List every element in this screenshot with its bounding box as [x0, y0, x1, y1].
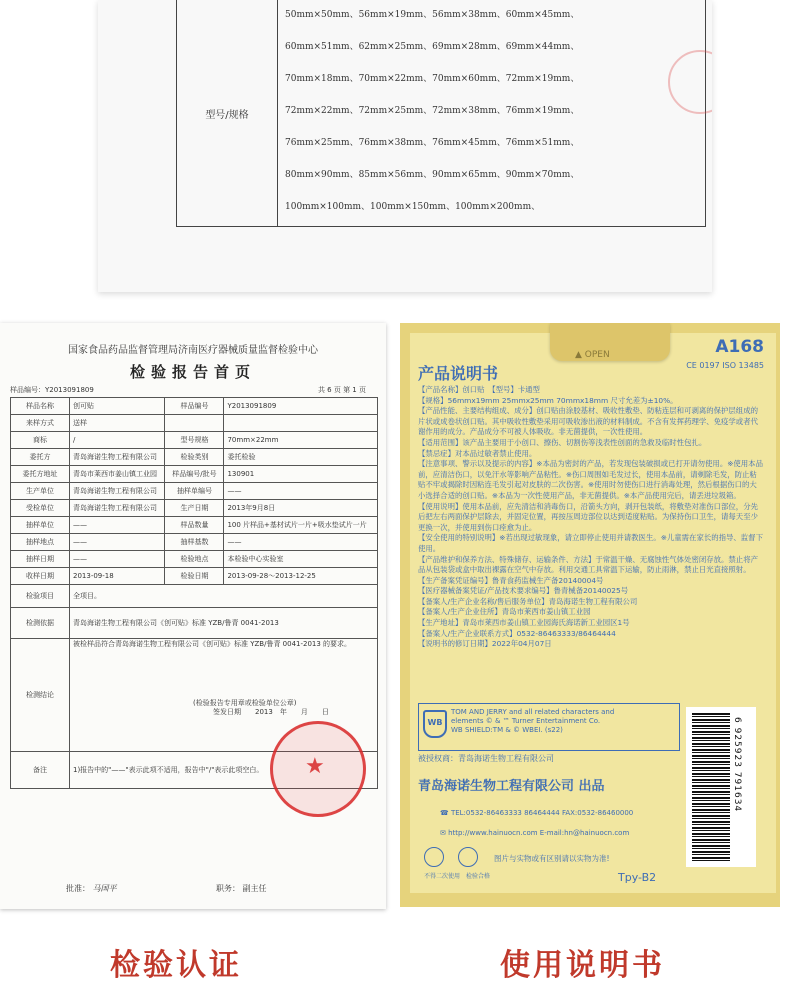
report-key: 抽样单编号: [165, 483, 224, 500]
tpy-code: Tpy-B2: [618, 871, 657, 884]
instruction-line: 【产品性能、主要结构组成、成分】创口贴由涂胶基材、吸收性敷垫、防粘连层和可剥离的保护层组成的片状或成卷状创口贴。其中吸收性敷垫采用可吸收渗出液的材料制成。不含有发挥药理学、免疫学或者代谢作用的成分。产品成分不可被人体吸收。非无菌提供，一次性使用。: [418, 406, 758, 437]
contact-info: [440, 803, 633, 843]
report-value: 130901: [224, 466, 378, 483]
report-title: 检验报告首页: [129, 363, 256, 381]
open-tab: [550, 323, 670, 361]
report-row: [11, 449, 378, 466]
report-row: [11, 398, 378, 415]
report-row: [11, 483, 378, 500]
report-value: 2013年9月8日: [224, 500, 378, 517]
report-row: [11, 585, 378, 608]
report-key: 样品名称: [11, 398, 70, 415]
report-value: Y2013091809: [224, 398, 378, 415]
approver-signature: 马国平: [92, 884, 117, 893]
report-value: 本检验中心实验室: [224, 551, 378, 568]
license-line: TOM AND JERRY and all related characters and: [451, 708, 615, 716]
qualified-label: 检验合格: [466, 873, 491, 880]
report-value: ——: [224, 483, 378, 500]
phone-line: ☎ TEL:0532-86463333 86464444 FAX:0532-86460000: [440, 809, 634, 817]
report-key: 备注: [11, 752, 70, 789]
instruction-line: 【产品名称】创口贴 【型号】卡通型: [418, 385, 540, 394]
report-row: [11, 534, 378, 551]
size-line: 50mm×50mm、56mm×19mm、56mm×38mm、60mm×45mm、: [285, 10, 580, 20]
license-line: WB SHIELD:TM & © WBEI. (s22): [451, 726, 563, 734]
web-line: ✉ http://www.hainuocn.com E-mail:hn@hainuocn.com: [440, 829, 630, 837]
report-value: ——: [224, 534, 378, 551]
web-icon: ✉: [440, 829, 449, 837]
size-line: 76mm×25mm、76mm×38mm、76mm×45mm、76mm×51mm、: [285, 138, 580, 148]
instruction-line: 【安全使用的特别说明】※若出现过敏现象，请立即停止使用并请教医生。※儿童需在家长的指导、监督下使用。: [418, 533, 763, 553]
no-reuse-icon: [424, 847, 444, 867]
report-value: 全项目。: [70, 585, 378, 608]
product-note: 图片与实物或有区别请以实物为准!: [494, 854, 610, 863]
report-key: 商标: [11, 432, 70, 449]
report-key: 来样方式: [11, 415, 70, 432]
report-key: 型号规格: [165, 432, 224, 449]
ce-mark: CE 0197 ISO 13485: [686, 361, 764, 370]
report-value: ——: [70, 517, 165, 534]
report-key: 受检单位: [11, 500, 70, 517]
approver-line: [66, 883, 117, 894]
report-key: 生产单位: [11, 483, 70, 500]
size-line: 80mm×90mm、85mm×56mm、90mm×65mm、90mm×70mm、: [285, 170, 580, 180]
licensed-by: 被授权商：青岛海诺生物工程有限公司: [418, 754, 554, 763]
title-line: [216, 883, 267, 894]
instruction-line: 【医疗器械备案凭证/产品技术要求编号】鲁青械备20140025号: [418, 586, 629, 596]
instruction-line: 【禁忌症】对本品过敏者禁止使用。: [418, 448, 537, 458]
report-value: ——: [70, 534, 165, 551]
conclusion-text: 被检样品符合青岛海诺生物工程有限公司《创可贴》标准 YZB/鲁青 0041-2013 的要求。: [73, 640, 352, 648]
instruction-text: [418, 385, 763, 650]
report-row: [11, 517, 378, 534]
size-line: 60mm×51mm、62mm×25mm、69mm×28mm、69mm×44mm、: [285, 42, 580, 52]
report-key: [165, 415, 224, 432]
report-value: 100 片样品+基材试片一片+吸水垫试片一片: [224, 517, 378, 534]
issue-note: (检验报告专用章或检验单位公章): [193, 699, 297, 707]
inspection-report: [0, 323, 386, 909]
report-key: 检验类别: [165, 449, 224, 466]
size-spec-document: [98, 0, 712, 292]
report-page: 共 6 页 第 1 页: [317, 386, 366, 394]
instruction-line: 【说明书的修订日期】2022年04月07日: [418, 639, 552, 649]
wb-shield-logo: WB: [423, 710, 447, 738]
instruction-line: 【生产备案凭证编号】鲁青食药监械生产备20140004号: [418, 575, 604, 585]
size-line: 70mm×18mm、70mm×22mm、70mm×60mm、72mm×19mm、: [285, 74, 580, 84]
report-key: 委托方: [11, 449, 70, 466]
barcode-number: 6 925923 791634: [732, 717, 742, 813]
size-spec-table: [176, 0, 706, 227]
instruction-line: 【适用范围】该产品主要用于小创口、擦伤、切割伤等浅表性创面的急救及临时性包扎。: [418, 437, 707, 447]
license-text: [451, 708, 614, 735]
report-value: 青岛海诺生物工程有限公司《创可贴》标准 YZB/鲁青 0041-2013: [70, 608, 378, 639]
report-key: 委托方地址: [11, 466, 70, 483]
report-value: ——: [70, 551, 165, 568]
report-value: 1)报告中的"——"表示此项不适用，报告中"/"表示此项空白。: [70, 752, 378, 789]
barcode-bars: [692, 713, 730, 861]
barcode: [686, 707, 756, 867]
report-key: 抽样基数: [165, 534, 224, 551]
report-key: 抽样日期: [11, 551, 70, 568]
instruction-line: 【产品维护和保养方法、特殊储存、运输条件、方法】于常温干燥、无腐蚀性气体处密闭存放。禁止将产品从包装袋或盒中取出裸露在空气中存放。利用交通工具常温下运输，防止雨淋，禁止日光直接照射。: [418, 554, 758, 575]
report-value: 委托检验: [224, 449, 378, 466]
report-key: 样品数量: [165, 517, 224, 534]
title-label: 职务：: [216, 884, 240, 893]
report-value: 青岛海诺生物工程有限公司: [70, 483, 165, 500]
report-key: 样品编号/批号: [165, 466, 224, 483]
model-spec-label: 型号/规格: [177, 0, 278, 226]
instruction-line: 【备案人/生产企业住所】青岛市莱西市姜山镇工业园: [418, 607, 591, 617]
issue-date: 签发日期 2013 年 月 日: [213, 708, 329, 716]
report-value: 青岛海诺生物工程有限公司: [70, 449, 165, 466]
symbol-icons: [424, 847, 492, 880]
report-value: 送样: [70, 415, 165, 432]
report-row: [11, 568, 378, 585]
instruction-heading: 产品说明书: [418, 364, 499, 383]
size-line: 100mm×100mm、100mm×150mm、100mm×200mm、: [285, 202, 541, 212]
report-value: 青岛海诺生物工程有限公司: [70, 500, 165, 517]
qualified-icon: [458, 847, 478, 867]
report-key: 检验日期: [165, 568, 224, 585]
report-key: 生产日期: [165, 500, 224, 517]
instruction-line: 【备案人/生产企业联系方式】0532-86463333/86464444: [418, 628, 616, 638]
report-value: [224, 415, 378, 432]
product-box: [400, 323, 780, 907]
official-seal: [270, 721, 366, 817]
report-value: 70mm×22mm: [224, 432, 378, 449]
report-value: 创可贴: [70, 398, 165, 415]
size-list: [285, 4, 705, 228]
report-row: [11, 415, 378, 432]
report-row: [11, 432, 378, 449]
no-reuse-label: 不得二次使用: [424, 873, 461, 880]
report-key: 检验项目: [11, 585, 70, 608]
report-key: 样品编号: [165, 398, 224, 415]
instruction-line: 【使用说明】使用本品前，应先清洁和消毒伤口，沿箭头方向，剥开包装纸，将敷垫对准伤口部位，分先后把左右两面保护层除去，并固定位置，再按压周边部位以达到适度粘贴。为保持伤口卫生，请每天至少更换一次，并使用到伤口痊愈为止。: [418, 501, 758, 532]
report-key: 检验地点: [165, 551, 224, 568]
report-row: [11, 608, 378, 639]
report-key: 检测结论: [11, 639, 70, 752]
report-key: 抽样地点: [11, 534, 70, 551]
license-block: [418, 703, 680, 751]
instruction-line: 【生产地址】青岛市莱西市姜山镇工业园海氏海诺新工业园区1号: [418, 618, 630, 628]
report-key: 收样日期: [11, 568, 70, 585]
approver-label: 批准：: [66, 884, 90, 893]
product-code: A168: [715, 337, 764, 357]
instruction-line: 【备案人/生产企业名称/售后服务单位】青岛海诺生物工程有限公司: [418, 596, 638, 606]
report-sample-no: 样品编号：Y2013091809: [10, 386, 94, 394]
size-line: 72mm×22mm、72mm×25mm、72mm×38mm、76mm×19mm、: [285, 106, 580, 116]
report-row: [11, 551, 378, 568]
company-name: 青岛海诺生物工程有限公司 出品: [418, 779, 605, 794]
instruction-line: 【规格】56mmx19mm 25mmx25mm 70mmx18mm 尺寸允差为±10%。: [418, 395, 678, 405]
report-value: 青岛市莱西市姜山镇工业园: [70, 466, 165, 483]
caption-manual: 使用说明书: [500, 948, 665, 983]
instruction-line: 【注意事项、警示以及提示的内容】※本品为密封的产品，若发现包装破损或已打开请勿使用。※使用本品前，应清洁伤口，以免汗水等影响产品粘性。※伤口周围如毛发过长，使用本品前，请剃除毛发，防止粘贴不牢或揭除时因粘连毛发引起对皮肤的二次伤害。※使用时勿使伤口进行消毒处理，然后根据伤口的大小选择合适的创口贴。※本品为一次性使用产品，非无菌提供。※本产品使用完后，请丢进垃圾箱。: [418, 459, 763, 500]
open-label: ▲ OPEN: [575, 350, 610, 360]
report-row: [11, 500, 378, 517]
report-key: 抽样单位: [11, 517, 70, 534]
report-row: [11, 466, 378, 483]
license-line: elements © & ™ Turner Entertainment Co.: [451, 717, 601, 725]
caption-inspection: 检验认证: [110, 948, 242, 983]
report-key: 检测依据: [11, 608, 70, 639]
phone-icon: ☎: [440, 809, 451, 817]
report-value: 2013-09-18: [70, 568, 165, 585]
title-value: 副主任: [242, 884, 267, 893]
report-value: 2013-09-28～2013-12-25: [224, 568, 378, 585]
report-value: /: [70, 432, 165, 449]
report-org: 国家食品药品监督管理局济南医疗器械质量监督检验中心: [68, 345, 318, 356]
